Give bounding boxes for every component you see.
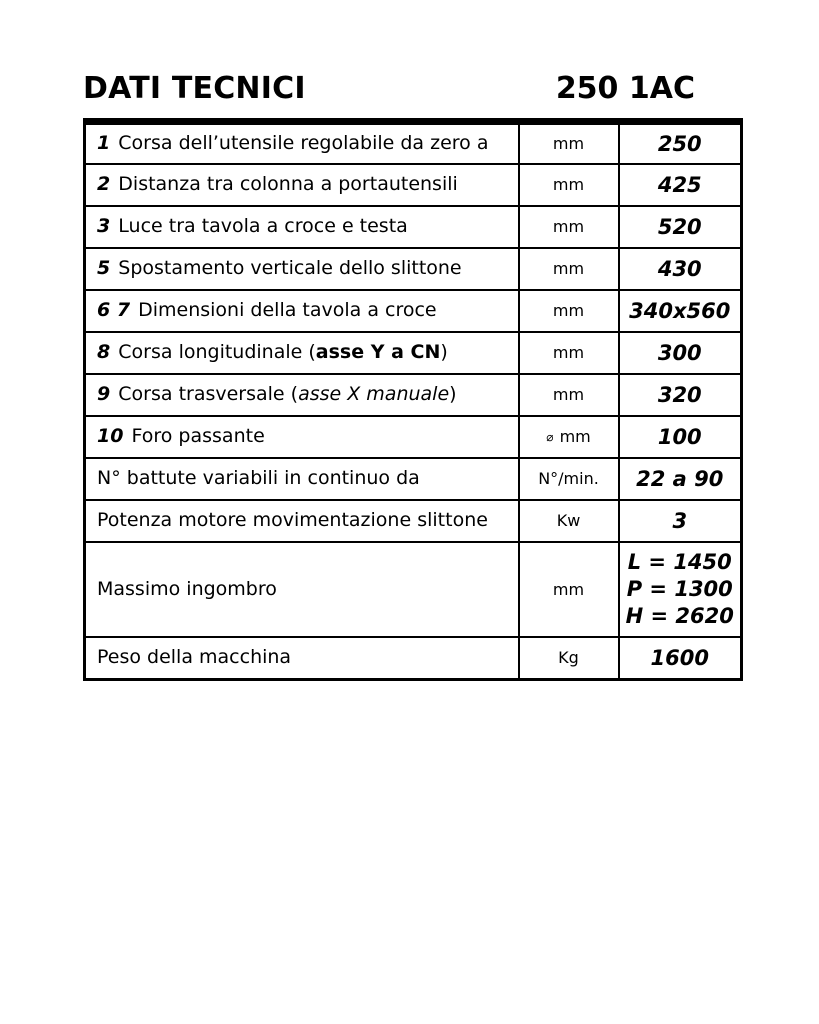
spec-unit-cell: [519, 332, 619, 374]
spec-description-cell: [85, 332, 519, 374]
table-row: [85, 122, 742, 165]
spec-description-text: 1 Corsa dell’utensile regolabile da zero a: [97, 132, 489, 155]
table-row: [85, 206, 742, 248]
spec-unit-text: mm: [552, 175, 585, 195]
spec-description-cell: [85, 416, 519, 458]
spec-description-text: N° battute variabili in continuo da: [97, 467, 420, 490]
table-row: [85, 290, 742, 332]
spec-description-cell: [85, 248, 519, 290]
diameter-icon: ⌀: [546, 430, 554, 445]
spec-value-text: 425: [657, 173, 702, 198]
spec-value-cell: [619, 374, 742, 416]
spec-description-cell: [85, 206, 519, 248]
spec-unit-cell: [519, 248, 619, 290]
table-row: [85, 248, 742, 290]
spec-value-cell: [619, 248, 742, 290]
table-row: [85, 374, 742, 416]
model-designation: 250 1AC: [555, 71, 695, 106]
spec-description-text: 3 Luce tra tavola a croce e testa: [97, 215, 408, 238]
spec-value-text: 250: [657, 132, 702, 156]
spec-value-text: 22 a 90: [636, 467, 724, 492]
spec-unit-text: mm: [552, 385, 585, 405]
spec-description-text: 2 Distanza tra colonna a portautensili: [97, 173, 458, 196]
spec-unit-cell: [519, 500, 619, 542]
spec-description-cell: [85, 500, 519, 542]
spec-unit-text: mm: [552, 343, 585, 363]
spec-unit-cell: [519, 290, 619, 332]
table-body: [85, 122, 742, 680]
spec-unit-cell: [519, 206, 619, 248]
spec-description-text: Massimo ingombro: [97, 577, 277, 600]
table-row: [85, 164, 742, 206]
table-row: [85, 542, 742, 637]
spec-value-line: P = 1300: [626, 577, 733, 602]
spec-unit-text: Kw: [556, 511, 581, 531]
table-row: [85, 416, 742, 458]
spec-value-text: [620, 543, 741, 636]
sheet-header: [83, 71, 740, 106]
spec-unit-text: mm: [552, 217, 585, 237]
spec-description-cell: [85, 164, 519, 206]
spec-unit-cell: [519, 542, 619, 637]
spec-index-number: 9: [97, 383, 111, 406]
spec-value-cell: [619, 500, 742, 542]
spec-value-cell: [619, 122, 742, 165]
spec-index-number: 3: [97, 215, 111, 238]
table-row: [85, 500, 742, 542]
spec-value-text: 1600: [650, 645, 709, 670]
spec-value-text: 320: [657, 383, 702, 408]
page-title: DATI TECNICI: [83, 71, 306, 106]
spec-description-emphasis: asse X manuale: [298, 383, 450, 406]
spec-description-cell: [85, 290, 519, 332]
spec-value-text: 340x560: [629, 299, 731, 324]
spec-unit-text: mm: [552, 259, 585, 279]
spec-unit-cell: [519, 374, 619, 416]
spec-description-text: 5 Spostamento verticale dello slittone: [97, 257, 462, 280]
spec-value-cell: [619, 637, 742, 679]
spec-value-cell: [619, 416, 742, 458]
spec-unit-text: mm: [552, 301, 585, 321]
spec-description-text: Peso della macchina: [97, 645, 292, 668]
spec-value-text: 430: [657, 257, 702, 282]
spec-value-lines: [622, 549, 739, 630]
spec-description-emphasis: asse Y a CN: [315, 341, 441, 364]
spec-index-number: 2: [97, 173, 111, 196]
spec-value-cell: [619, 542, 742, 637]
spec-value-text: 100: [657, 425, 702, 450]
spec-value-line: H = 2620: [625, 604, 734, 629]
spec-description-cell: [85, 458, 519, 500]
spec-value-cell: [619, 458, 742, 500]
spec-value-text: 3: [672, 509, 688, 534]
table-row: [85, 637, 742, 679]
table-row: [85, 332, 742, 374]
spec-index-number: 5: [97, 257, 111, 280]
spec-unit-text: mm: [552, 579, 585, 599]
spec-value-cell: [619, 332, 742, 374]
spec-description-cell: [85, 122, 519, 165]
spec-unit-cell: [519, 122, 619, 165]
spec-description-text: 6 7 Dimensioni della tavola a croce: [97, 299, 437, 322]
spec-unit-cell: [519, 637, 619, 679]
spec-index-number: 8: [97, 341, 111, 364]
spec-value-line: L = 1450: [627, 550, 732, 575]
spec-value-cell: [619, 290, 742, 332]
spec-description-cell: [85, 542, 519, 637]
spec-index-number: 10: [97, 425, 124, 448]
spec-value-cell: [619, 206, 742, 248]
spec-unit-text: ⌀ mm: [546, 427, 591, 447]
spec-unit-text: N°/min.: [538, 469, 599, 489]
table-row: [85, 458, 742, 500]
spec-description-cell: [85, 374, 519, 416]
spec-value-text: 520: [657, 215, 702, 240]
spec-description-text: 8 Corsa longitudinale (asse Y a CN): [97, 341, 448, 364]
spec-index-number: 6 7: [97, 299, 131, 322]
spec-unit-cell: [519, 458, 619, 500]
spec-unit-cell: [519, 416, 619, 458]
spec-description-text: Potenza motore movimentazione slittone: [97, 509, 488, 532]
technical-data-table: [83, 118, 743, 681]
spec-value-cell: [619, 164, 742, 206]
spec-value-text: 300: [657, 341, 702, 366]
spec-description-text: 10 Foro passante: [97, 425, 265, 448]
spec-unit-text: mm: [552, 134, 585, 154]
spec-unit-cell: [519, 164, 619, 206]
spec-index-number: 1: [97, 132, 111, 155]
spec-description-text: 9 Corsa trasversale (asse X manuale): [97, 383, 457, 406]
spec-description-cell: [85, 637, 519, 679]
spec-unit-text: Kg: [558, 647, 579, 667]
